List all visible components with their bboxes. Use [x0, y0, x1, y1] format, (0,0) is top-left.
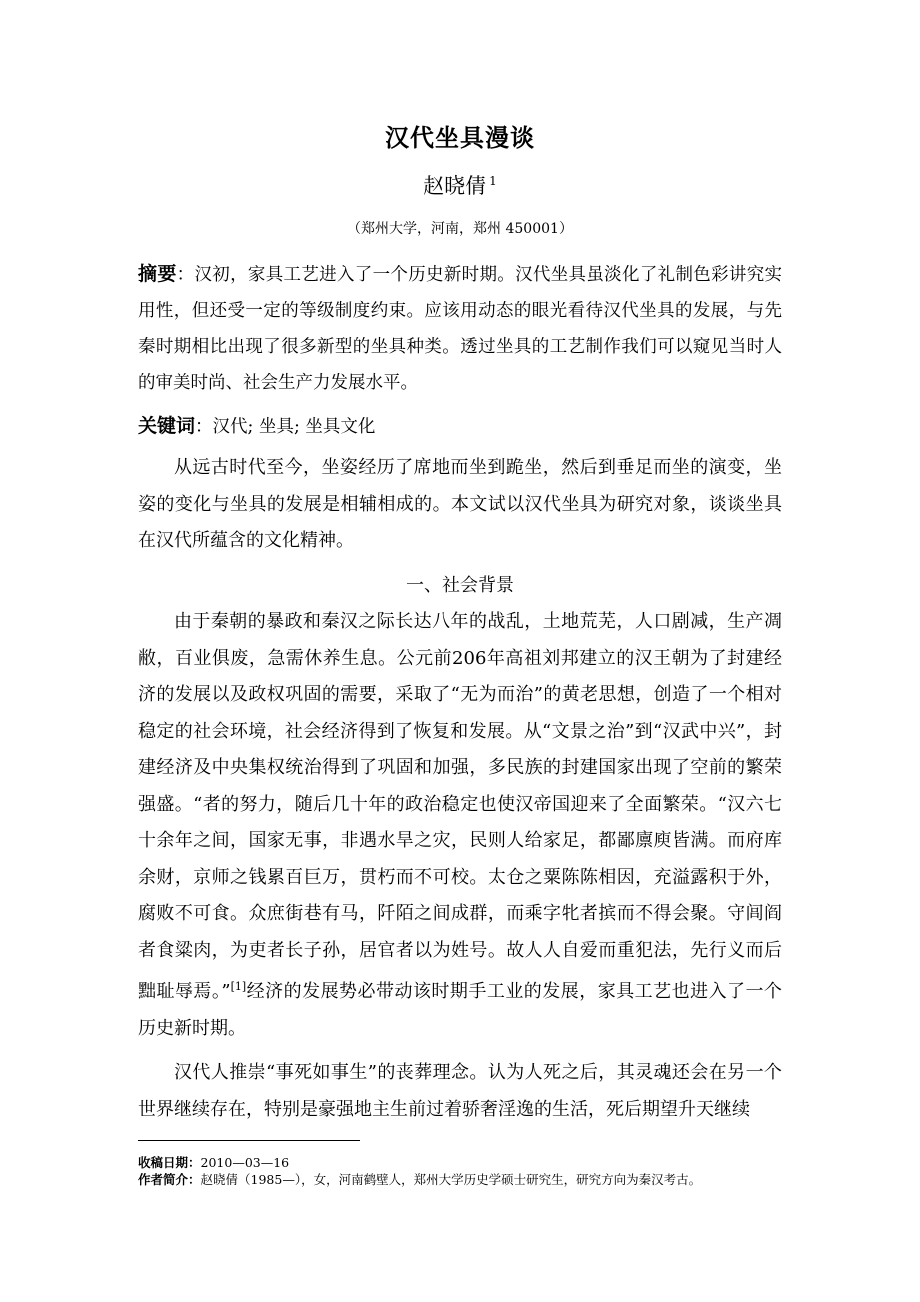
author-line	[0, 170, 920, 200]
abstract-colon: ：	[176, 265, 195, 285]
author-bio-note	[138, 1171, 838, 1188]
author-name: 赵晓倩	[423, 174, 487, 198]
burial-paragraph: 汉代人推崇“事死如事生”的丧葬理念。认为人死之后，其灵魂还会在另一个世界继续存在，特别是豪强地主生前过着骄奢淫逸的生活，死后期望升天继续	[138, 1062, 782, 1120]
abstract-text: 汉初，家具工艺进入了一个历史新时期。汉代坐具虽淡化了礼制色彩讲究实用性，但还受一定的等级制度约束。应该用动态的眼光看待汉代坐具的发展，与先秦时期相比出现了很多新型的坐具种类。透过坐具的工艺制作我们可以窥见当时人的审美时尚、社会生产力发展水平。	[138, 265, 783, 393]
background-text: 由于秦朝的暴政和秦汉之际长达八年的战乱，土地荒芜，人口剧减，生产凋敝，百业俱废，急需休养生息。公元前206年高祖刘邦建立的汉王朝为了封建经济的发展以及政权巩固的需要，采取了“无为而治”的黄老思想，创造了一个相对稳定的社会环境，社会经济得到了恢复和发展。从“文景之治”到“汉武中兴”，封建经济及中央集权统治得到了巩固和加强，多民族的封建国家出现了空前的繁荣强盛。“者的努力，随后几十年的政治稳定也使汉帝国迎来了全面繁荣。“汉六七十余年之间，国家无事，非遇水旱之灾，民则人给家足，都鄙廪庾皆满。而府库余财，京师之钱累百巨万，贯朽而不可校。太仓之粟陈陈相因，充溢露积于外，腐败不可食。众庶街巷有马，阡陌之间成群，而乘字牝者摈而不得会聚。守闾阎者食粱肉，为吏者长子孙，居官者以为姓号。故人人自爱而重犯法，先行义而后黜耻辱焉。”	[138, 611, 782, 1002]
section-heading: 一、社会背景	[406, 574, 514, 596]
intro-paragraph: 从远古时代至今，坐姿经历了席地而坐到跪坐，然后到垂足而坐的演变，坐姿的变化与坐具的发展是相辅相成的。本文试以汉代坐具为研究对象，谈谈坐具在汉代所蕴含的文化精神。	[138, 457, 782, 551]
footnote-divider	[138, 1140, 360, 1141]
author-footnote-marker: 1	[489, 174, 497, 188]
keywords	[138, 408, 782, 445]
body-text	[138, 450, 782, 1128]
abstract	[138, 256, 782, 401]
author-bio-label: 作者简介：	[138, 1172, 201, 1187]
footnotes	[138, 1154, 838, 1188]
received-date-value: 2010—03—16	[200, 1155, 290, 1170]
citation-ref: [1]	[230, 980, 247, 993]
background-text-continued: 经济的发展势必带动该时期手工业的发展，家具工艺也进入了一个历史新时期。	[138, 981, 783, 1039]
paper-title: 汉代坐具漫谈	[385, 123, 535, 152]
abstract-label: 摘要	[138, 263, 177, 285]
keywords-colon: ：	[195, 417, 213, 437]
keywords-text: 汉代; 坐具; 坐具文化	[212, 417, 376, 437]
background-paragraph	[138, 604, 782, 1047]
author-bio-value: 赵晓倩（1985—），女，河南鹤壁人，郑州大学历史学硕士研究生，研究方向为秦汉考古。	[200, 1172, 702, 1187]
received-date-note	[138, 1154, 838, 1171]
received-date-label: 收稿日期：	[138, 1155, 201, 1170]
affiliation: （郑州大学，河南，郑州 450001）	[347, 221, 573, 237]
keywords-label: 关键词	[138, 415, 196, 437]
